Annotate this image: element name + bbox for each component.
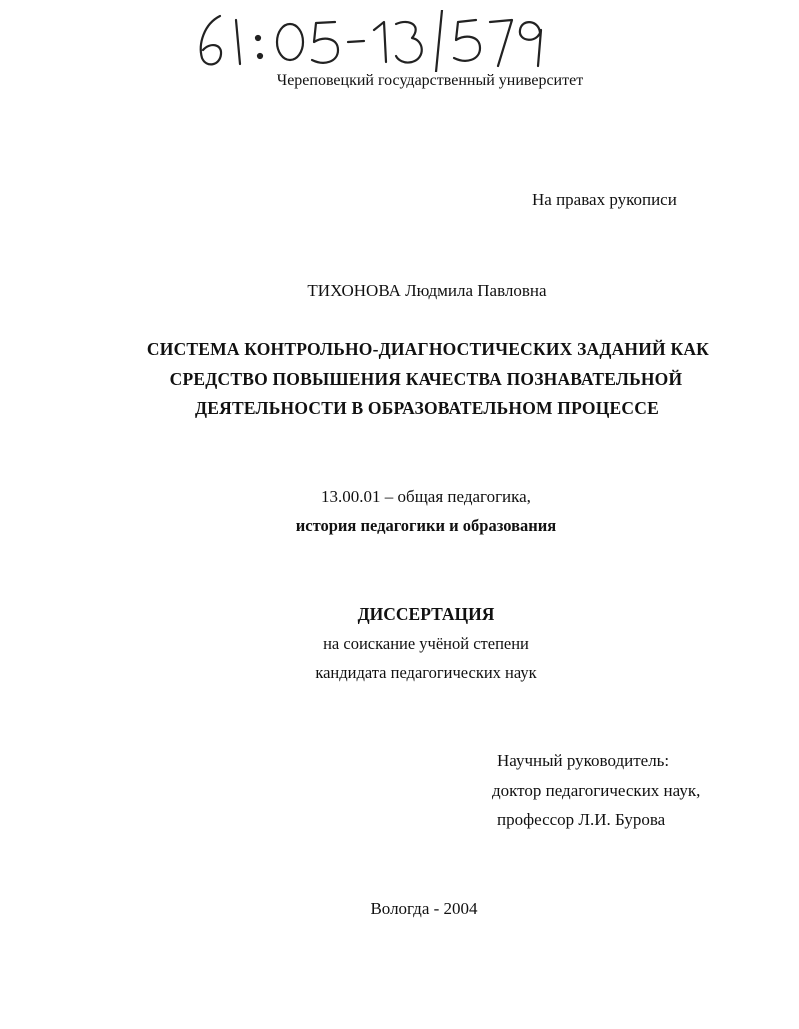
author-surname: ТИХОНОВА [307, 281, 401, 300]
university-name: Череповецкий государственный университет [276, 72, 584, 89]
supervisor-label: Научный руководитель: [497, 751, 670, 770]
archive-code-drawing [190, 10, 560, 72]
author-name [0, 281, 799, 301]
title-line-3: ДЕЯТЕЛЬНОСТИ В ОБРАЗОВАТЕЛЬНОМ ПРОЦЕССЕ [195, 398, 659, 418]
city-year: Вологда - 2004 [370, 899, 478, 918]
specialty-name: история педагогики и образования [295, 516, 557, 535]
degree-line-2: кандидата педагогических наук [315, 663, 537, 682]
supervisor-name: профессор Л.И. Бурова [497, 810, 666, 829]
manuscript-rights-note: На правах рукописи [532, 190, 677, 209]
handwritten-archive-code [190, 10, 560, 72]
specialty-code: 13.00.01 – общая педагогика, [321, 487, 531, 506]
title-line-2: СРЕДСТВО ПОВЫШЕНИЯ КАЧЕСТВА ПОЗНАВАТЕЛЬНОЙ [169, 369, 683, 389]
degree-line-1: на соискание учёной степени [323, 634, 529, 653]
author-given-names: Людмила Павловна [405, 281, 547, 300]
supervisor-degree: доктор педагогических наук, [492, 781, 701, 800]
title-line-1: СИСТЕМА КОНТРОЛЬНО-ДИАГНОСТИЧЕСКИХ ЗАДАНИЙ КАК [146, 339, 710, 359]
document-type: ДИССЕРТАЦИЯ [357, 604, 495, 624]
